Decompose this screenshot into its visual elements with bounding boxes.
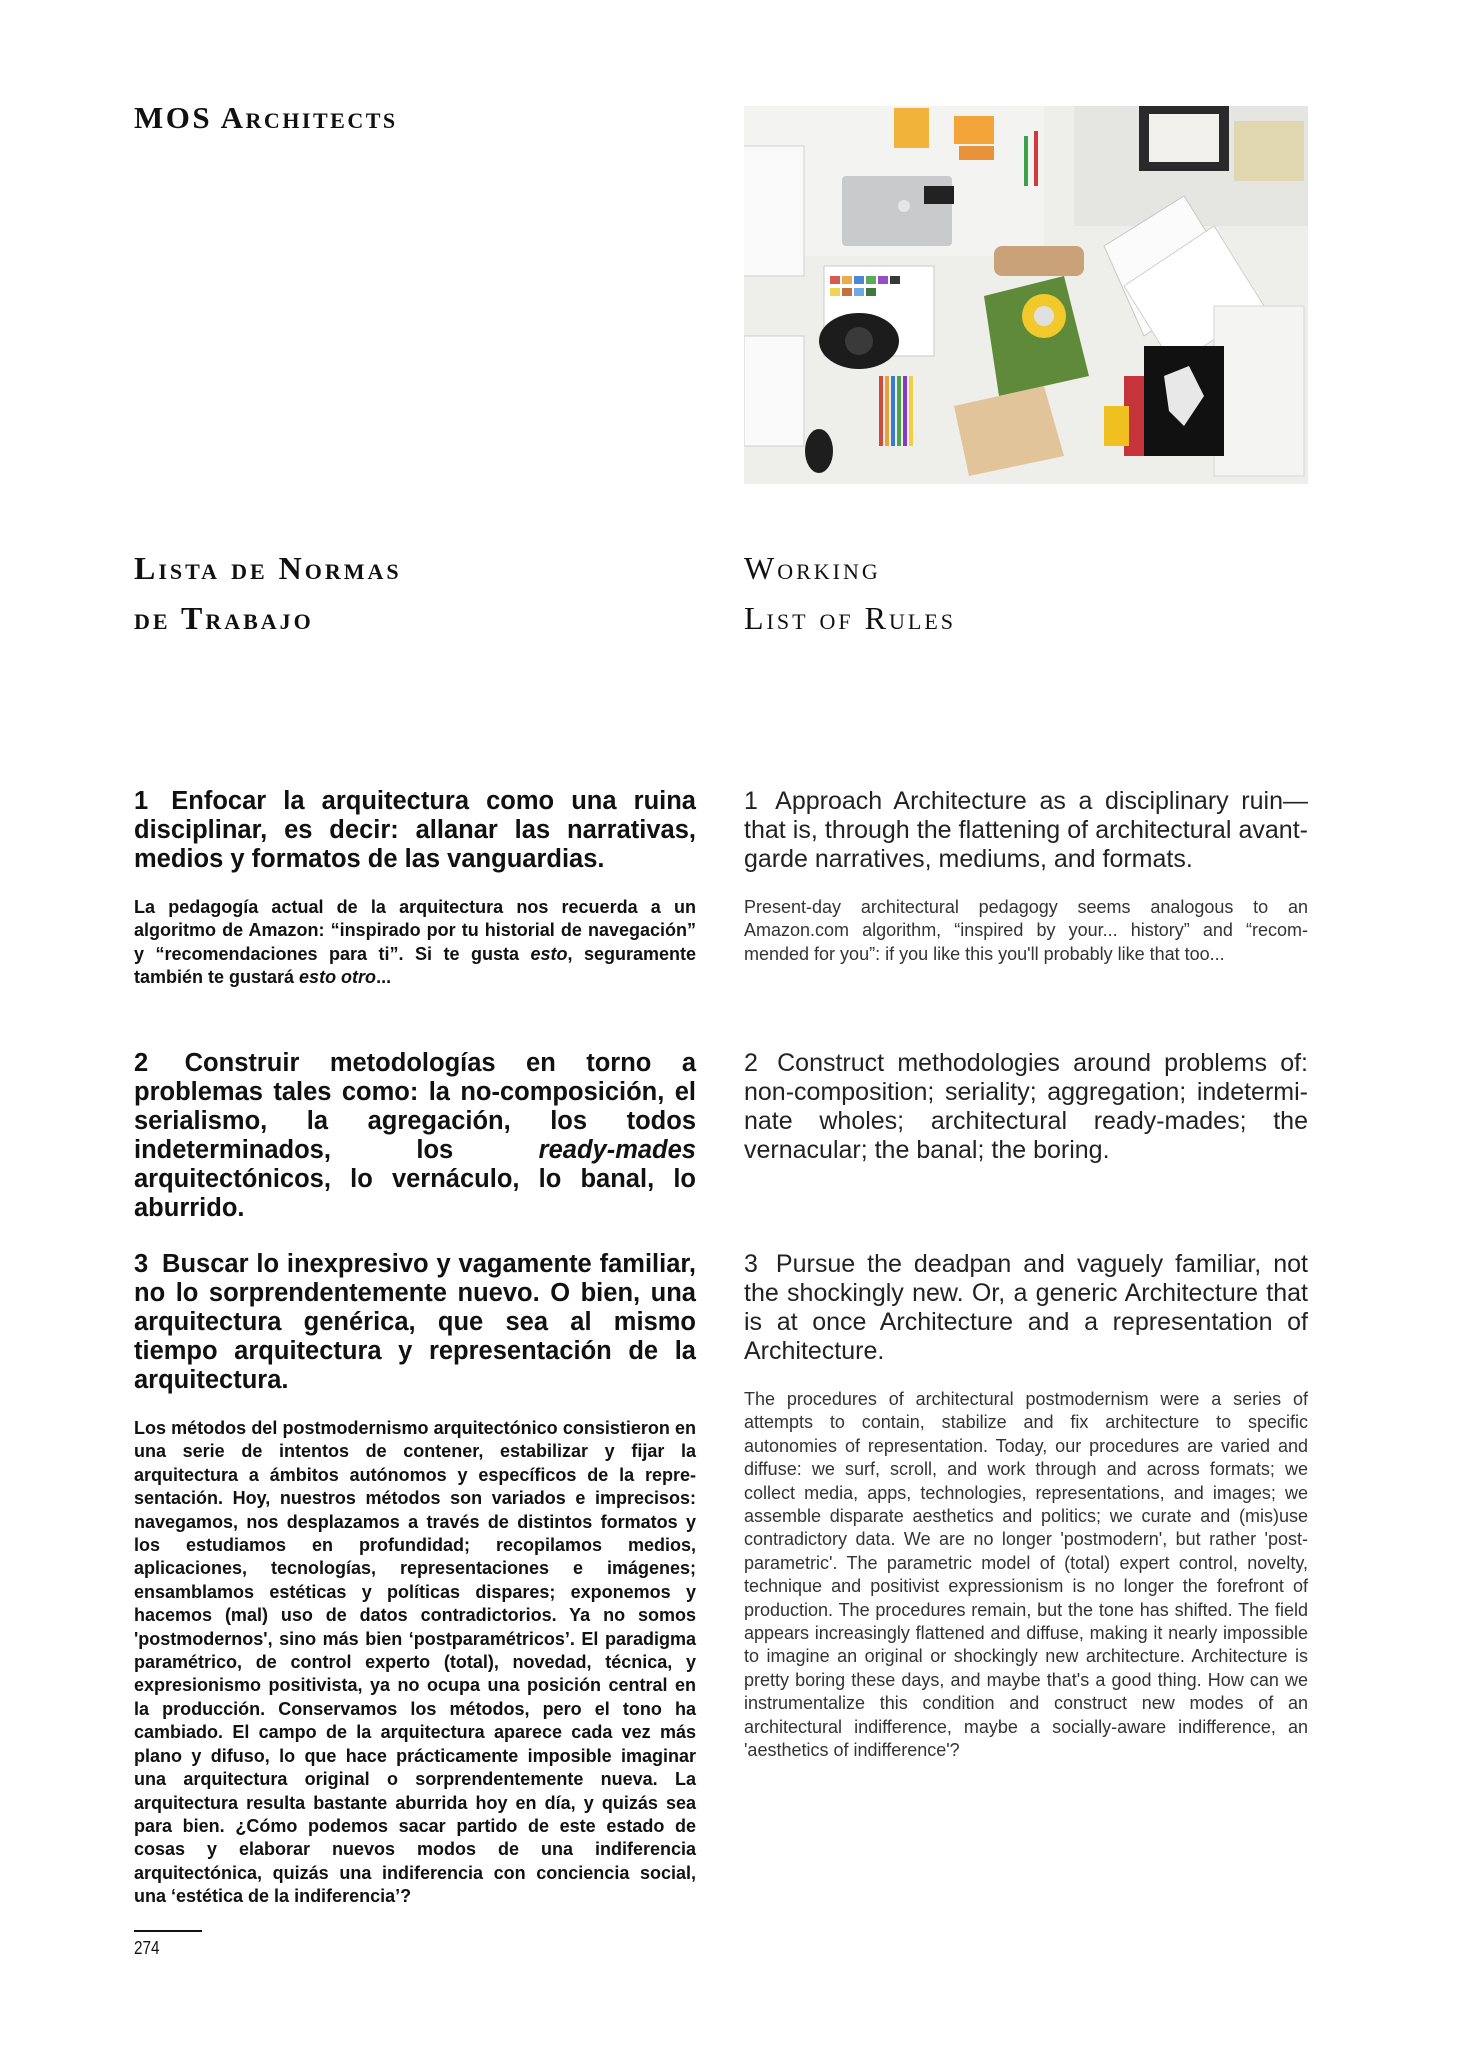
rule-heading-text: Approach Architecture as a disciplinary ruin— that is, through the flattening of architectural avant-garde narratives, mediums, and formats. [744,787,1308,873]
section-title-en-line-2: List of Rules [744,600,957,636]
rule-3-en-body: The procedures of architectural postmodernism were a series of attempts to contain, stabilize and fix architecture to specific autonomies of representation. Today, our procedures are varied and diffuse: we surf, scroll, and work through and across formats; we collect media, apps, technologies, representations, and images; we assemble disparate aesthetics and politics; we curate and (mis)use contradictory data. We are no longer 'postmodern', but rather 'post-parametric'. The parametric model of (total) expert control, novelty, technique and positivist expressionism is no longer the forefront of production. The procedures remain, but the tone has shifted. The field appears increasingly flattened and diffuse, making it nearly impossible to imagine an original or shockingly new architecture. Architecture is pretty boring these days, and maybe that's a good thing. How can we instrumentalize this condition and construct new modes of an architectural indifference, maybe a socially-aware indifference, an 'aesthetics of indifference'? [744,1389,1308,1761]
rule-heading-emphasis: ready-mades [538,1136,696,1164]
rule-2-en [744,1049,1308,1165]
section-title-es-line-1: Lista de Normas [134,550,402,586]
rule-heading-text: Construct methodologies around problems of: non-composition; seriality; aggregation; indeterminate wholes; architectural ready-mades; the vernacular; the banal; the boring. [744,1049,1308,1164]
rule-1-es-title [134,787,696,874]
rule-heading-text: arquitectónicos, lo vernáculo, lo banal, lo aburrido. [134,1165,696,1222]
rule-3-es-title [134,1250,696,1395]
body-text: ... [376,967,392,988]
body-text: , seguramente también te gustará [134,943,696,988]
rule-2-es-title [134,1049,696,1223]
section-title-es [134,543,402,643]
rule-number: 3 [134,1250,149,1278]
rule-1-es-body [134,896,696,990]
rule-number: 2 [744,1049,758,1077]
rule-heading-text: Enfocar la arquitectura como una ruina disciplinar, es decir: allanar las narrativas, medios y formatos de las vanguardias. [134,787,696,873]
section-title-es-line-2: de Trabajo [134,600,314,636]
rule-number: 1 [134,787,149,815]
rule-number: 1 [744,787,758,815]
section-title-en-line-1: Working [744,550,881,586]
footer-rule [134,1930,202,1932]
body-text: La pedagogía actual de la arquitectura nos recuerda a un algoritmo de Amazon: “inspirado por tu historial de navegación” y “recomendaciones para ti”. Si te gusta [134,897,696,964]
page-header: MOS Architects [134,100,398,135]
rule-2-en-title [744,1049,1308,1165]
rule-3-en-title [744,1250,1308,1366]
rule-number: 2 [134,1049,149,1077]
rule-3-es-body: Los métodos del postmodernismo arquitectónico consistieron en una serie de intentos de contener, estabilizar y fijar la arquitectura a ámbitos autónomos y específicos de la representación. Hoy, nuestros métodos son variados e imprecisos: navegamos, nos desplazamos a través de distintos formatos y los estudiamos en profundidad; recopilamos medios, aplicaciones, tecnologías, representaciones e imágenes; ensamblamos estéticas y políticas dispares; exponemos y hacemos (mal) uso de datos contradictorios. Ya no somos 'postmodernos', sino más bien ‘postparamétricos’. El paradigma paramétrico, de control experto (total), novedad, técnica, y expresionismo positivista, ya no ocupa una posición central en la producción. Conservamos los métodos, pero el tono ha cambiado. El campo de la arquitectura aparece cada vez más plano y difuso, lo que hace prácticamente imposible imaginar una arquitectura original o sorprendentemente nueva. La arquitectura resulta bastante aburrida hoy en día, y quizás sea para bien. ¿Cómo podemos sacar partido de este estado de cosas y elaborar nuevos modos de una indiferencia arquitectónica, quizás una indiferencia con conciencia social, una ‘estética de la indiferencia’? [134,1418,696,1907]
rule-number: 3 [744,1250,758,1278]
rule-1-en [744,787,1308,966]
desk-photo-illustration [744,106,1308,484]
section-title-en [744,543,956,643]
desk-photo [744,106,1308,484]
rule-heading-text: Buscar lo inexpresivo y vagamente familiar, no lo sorprendentemente nuevo. O bien, una arquitectura genérica, que sea al mismo tiempo arquitectura y representación de la arquitectura. [134,1250,696,1394]
body-emphasis: esto otro [299,967,377,988]
page-number: 274 [134,1938,160,1958]
rule-1-en-body: Present-day architectural pedagogy seems analogous to an Amazon.com algorithm, “inspired by your... history” and “recommended for you”: if you like this you'll probably like that too... [744,897,1308,964]
rule-heading-text: Construir metodologías en torno a problemas tales como: la no-composición, el serialismo, la agregación, los todos indeterminados, los [134,1049,697,1164]
rule-heading-text: Pursue the deadpan and vaguely familiar, not the shockingly new. Or, a generic Architecture that is at once Architecture and a representation of Architecture. [744,1250,1309,1365]
rule-2-es [134,1049,696,1223]
rule-3-en [744,1250,1308,1763]
rule-1-en-title [744,787,1308,874]
rule-3-es [134,1250,696,1909]
rule-1-es [134,787,696,990]
body-emphasis: esto [530,943,568,964]
